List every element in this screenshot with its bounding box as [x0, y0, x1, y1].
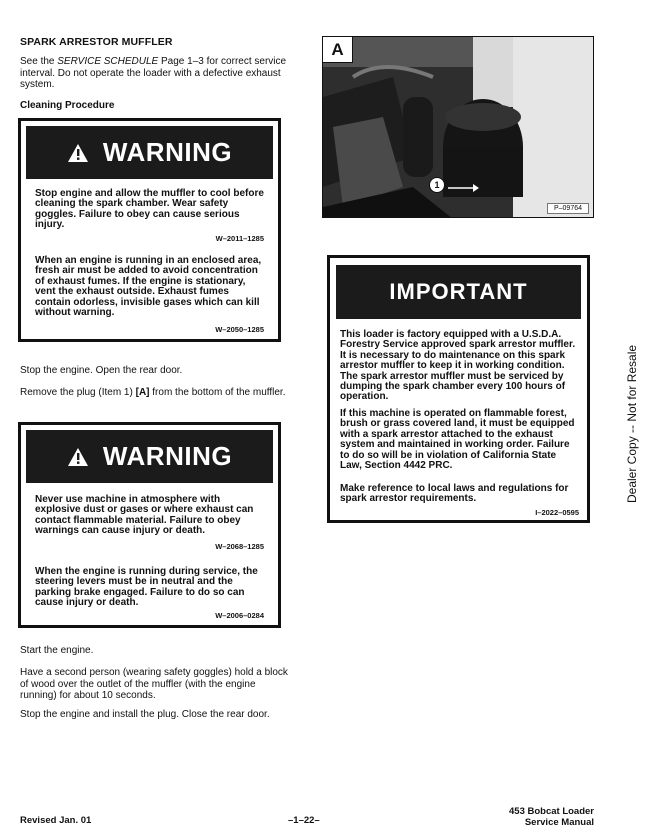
warning-header-2: [26, 430, 273, 483]
step-start-engine: Start the engine.: [20, 645, 94, 656]
step-remove-plug: [20, 387, 288, 399]
figure-code: P–09764: [547, 203, 589, 214]
important-header: IMPORTANT: [336, 265, 581, 319]
section-title: SPARK ARRESTOR MUFFLER: [20, 36, 173, 48]
warning-code-4: W–2006–0284: [215, 611, 264, 620]
step2-text-a: Remove the plug (Item 1): [20, 387, 136, 398]
intro-text-b: Page 1–3 for correct service interval. Do not operate the loader with a defective exhaust system.: [20, 56, 287, 90]
important-code: I–2022–0595: [535, 508, 579, 517]
warning-code-1: W–2011–1285: [215, 234, 264, 243]
step-hold-wood: Have a second person (wearing safety goggles) hold a block of wood over the outlet of the muffler (with the engine running) for about 10 seconds.: [20, 667, 288, 701]
service-schedule-ref: SERVICE SCHEDULE: [57, 56, 159, 67]
warning-label: WARNING: [102, 441, 233, 471]
footer-manual: Service Manual: [524, 816, 594, 828]
dealer-copy-note: Dealer Copy -- Not for Resale: [625, 344, 639, 503]
warning-text-4: When the engine is running during service, the steering levers must be in neutral and the parking brake engaged. Failure to do so can cause injury or death.: [35, 566, 258, 609]
warning-box-2: [18, 422, 281, 628]
step-open-door: Stop the engine. Open the rear door.: [20, 365, 183, 376]
warning-box-1: [18, 118, 281, 342]
intro-paragraph: [20, 56, 288, 91]
cleaning-procedure-title: Cleaning Procedure: [20, 100, 115, 111]
warning-header-1: [26, 126, 273, 179]
engine-muffler-image: [323, 37, 594, 218]
callout-item-1: 1: [429, 177, 445, 193]
footer-revision: Revised Jan. 01: [20, 815, 92, 826]
important-text-1: This loader is factory equipped with a U.S.D.A. Forestry Service approved spark arrestor muffler. It is necessary to do maintenance on this spark arrestor muffler to keep it in working condition. The spark arrestor muffler must be serviced by dumping the spark chamber every 100 hours of operation.: [340, 329, 576, 403]
footer-manual-title: [509, 807, 594, 828]
warning-triangle-icon: [67, 447, 89, 467]
footer-page-number: –1–22–: [288, 815, 320, 826]
important-text-2: If this machine is operated on flammable forest, brush or grass covered land, it must be equipped with a spark arrestor attached to the exhaust system and maintained in working order. Failure to do so will be in violation of California State Law, Section 4442 PRC.: [340, 408, 575, 472]
important-text-3: Make reference to local laws and regulations for spark arrestor requirements.: [340, 483, 569, 505]
figure-label: A: [323, 37, 353, 63]
warning-text-3: Never use machine in atmosphere with explosive dust or gases or where exhaust can contact flammable material. Failure to obey warnings can cause injury or death.: [35, 494, 254, 537]
footer-model: 453 Bobcat Loader: [509, 806, 594, 817]
warning-code-2: W–2050–1285: [215, 325, 264, 334]
warning-code-3: W–2068–1285: [215, 542, 264, 551]
important-box: [327, 255, 590, 523]
figure-ref: [A]: [135, 387, 150, 398]
warning-triangle-icon: [67, 143, 89, 163]
intro-text-a: See the: [20, 56, 58, 67]
figure-photo: [322, 36, 594, 218]
warning-text-1: Stop engine and allow the muffler to cool before cleaning the spark chamber. Wear safety goggles. Failure to obey can cause serious injury.: [35, 188, 264, 231]
step2-text-b: from the bottom of the muffler.: [149, 387, 286, 398]
step-install-plug: Stop the engine and install the plug. Close the rear door.: [20, 709, 270, 720]
warning-text-2: When an engine is running in an enclosed area, fresh air must be added to avoid concentration of exhaust fumes. If the engine is stationary, vent the exhaust outside. Exhaust fumes contain odorless, invisible gases which can kill without warning.: [35, 255, 262, 319]
warning-label: WARNING: [102, 137, 233, 167]
